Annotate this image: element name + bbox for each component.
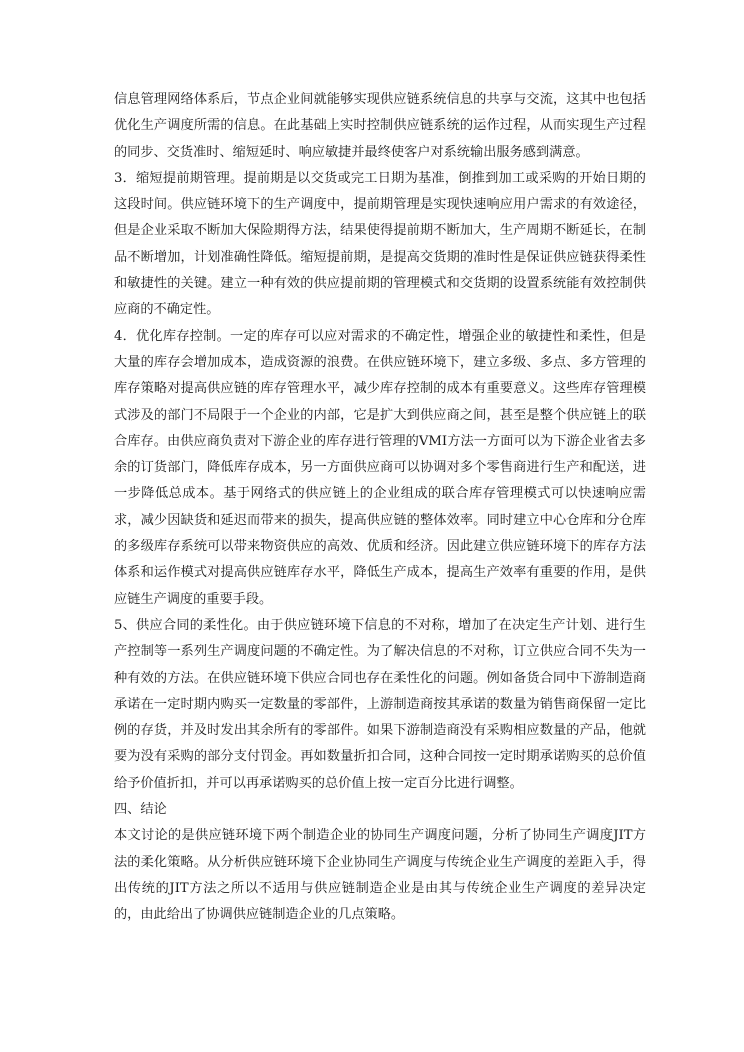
conclusion-paragraph: 本文讨论的是供应链环境下两个制造企业的协同生产调度问题，分析了协同生产调度JIT方法的柔化策略。从分析供应链环境下企业协同生产调度与传统企业生产调度的差距入手，得出传统的JIT方法之所以不适用与供应链制造企业是由其与传统企业生产调度的差异决定的，由此给出了协调供应链制造企业的几点策略。 xyxy=(114,828,646,923)
paragraph-lead-time-management: 3．缩短提前期管理。提前期是以交货或完工日期为基准，倒推到加工或采购的开始日期的这段时间。供应链环境下的生产调度中，提前期管理是实现快速响应用户需求的有效途径，但是企业采取不断加大保险期得方法，结果使得提前期不断加大，生产周期不断延长，在制品不断增加，计划准确性降低。缩短提前期，是提高交货期的准时性是保证供应链获得柔性和敏捷性的关键。建立一种有效的供应提前期的管理模式和交货期的设置系统能有效控制供应商的不确定性。 xyxy=(114,170,646,318)
paragraph-inventory-control: 4．优化库存控制。一定的库存可以应对需求的不确定性，增强企业的敏捷性和柔性，但是大量的库存会增加成本，造成资源的浪费。在供应链环境下，建立多级、多点、多方管理的库存策略对提高供应链的库存管理水平，减少库存控制的成本有重要意义。这些库存管理模式涉及的部门不局限于一个企业的内部，它是扩大到供应商之间，甚至是整个供应链上的联合库存。由供应商负责对下游企业的库存进行管理的VMI方法一方面可以为下游企业省去多余的订货部门，降低库存成本，另一方面供应商可以协调对多个零售商进行生产和配送，进一步降低总成本。基于网络式的供应链上的企业组成的联合库存管理模式可以快速响应需求，减少因缺货和延迟而带来的损失，提高供应链的整体效率。同时建立中心仓库和分仓库的多级库存系统可以带来物资供应的高效、优质和经济。因此建立供应链环境下的库存方法体系和运作模式对提高供应链库存水平，降低生产成本，提高生产效率有重要的作用，是供应链生产调度的重要手段。 xyxy=(114,328,646,607)
conclusion-heading: 四、结论 xyxy=(114,802,167,818)
paragraph-supply-contract: 5、供应合同的柔性化。由于供应链环境下信息的不对称，增加了在决定生产计划、进行生产控制等一系列生产调度问题的不确定性。为了解决信息的不对称，订立供应合同不失为一种有效的方法。在供应链环境下供应合同也存在柔性化的问题。例如备货合同中下游制造商承诺在一定时期内购买一定数量的零部件，上游制造商按其承诺的数量为销售商保留一定比例的存货，并及时发出其余所有的零部件。如果下游制造商没有采购相应数量的产品，他就要为没有采购的部分支付罚金。再如数量折扣合同，这种合同按一定时期承诺购买的总价值给予价值折扣，并可以再承诺购买的总价值上按一定百分比进行调整。 xyxy=(114,617,646,791)
document-page xyxy=(114,87,646,929)
paragraph-information-management: 信息管理网络体系后，节点企业间就能够实现供应链系统信息的共享与交流，这其中也包括优化生产调度所需的信息。在此基础上实时控制供应链系统的运作过程，从而实现生产过程的同步、交货准时、缩短延时、响应敏捷并最终使客户对系统输出服务感到满意。 xyxy=(114,92,646,160)
